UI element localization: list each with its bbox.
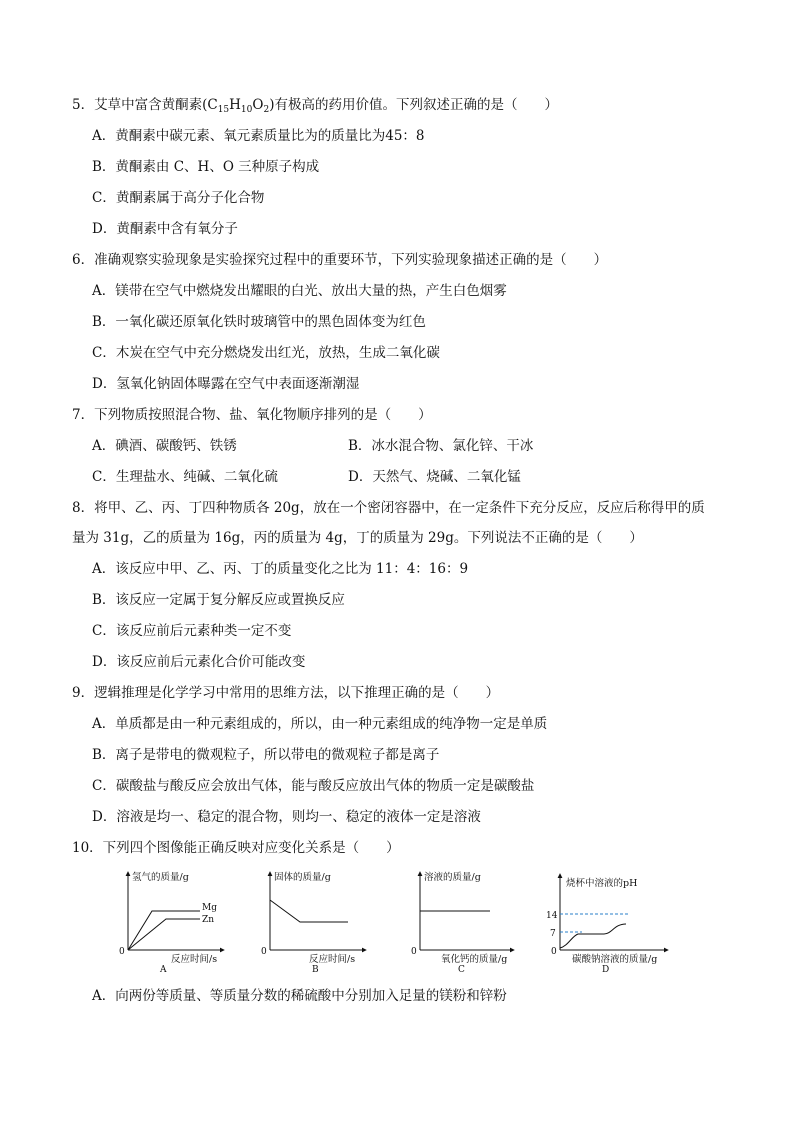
graph-d-tick-7: 7	[550, 929, 556, 939]
question-8-option-b: B．该反应一定属于复分解反应或置换反应	[92, 592, 345, 608]
question-7-option-a: A．碘酒、碳酸钙、铁锈	[92, 438, 237, 454]
graph-d	[546, 874, 668, 975]
question-10-graphs	[116, 866, 686, 978]
question-5-option-b: B．黄酮素由 C、H、O 三种原子构成	[92, 159, 320, 175]
question-6-option-a: A．镁带在空气中燃烧发出耀眼的白光、放出大量的热，产生白色烟雾	[92, 283, 507, 299]
graph-d-ylabel: 烧杯中溶液的pH	[566, 878, 638, 889]
graph-a-xlabel: 反应时间/s	[171, 954, 218, 965]
graph-a-letter: A	[160, 965, 167, 975]
question-5-option-a: A．黄酮素中碳元素、氧元素质量比为的质量比为45：8	[92, 128, 425, 144]
graph-b-ylabel: 固体的质量/g	[274, 872, 331, 883]
graph-c-ylabel: 溶液的质量/g	[424, 872, 481, 883]
question-8-option-c: C．该反应前后元素种类一定不变	[92, 623, 292, 639]
graph-a-origin: 0	[119, 947, 125, 957]
graph-a-mg-curve	[128, 911, 200, 950]
question-7-option-b: B．冰水混合物、氯化锌、干冰	[348, 438, 534, 454]
question-5-option-c: C．黄酮素属于高分子化合物	[92, 190, 265, 206]
graph-d-curve	[560, 924, 626, 948]
graph-d-letter: D	[602, 965, 610, 975]
question-5-option-d: D．黄酮素中含有氧分子	[92, 221, 238, 237]
question-9-option-a: A．单质都是由一种元素组成的，所以，由一种元素组成的纯净物一定是单质	[92, 716, 548, 732]
graph-d-origin: 0	[551, 947, 557, 957]
graph-b-xlabel: 反应时间/s	[309, 954, 356, 965]
question-5-stem: 5．艾草中富含黄酮素$(C_{15}H_{10}O_2)$有极高的药用价值。下列叙述正确的是（ ）	[72, 97, 558, 115]
question-6-option-d: D．氢氧化钠固体曝露在空气中表面逐渐潮湿	[92, 376, 360, 392]
graph-c-origin: 0	[411, 947, 417, 957]
question-9-option-d: D．溶液是均一、稳定的混合物，则均一、稳定的液体一定是溶液	[92, 809, 481, 825]
graph-a-mg-label: Mg	[202, 903, 217, 913]
graph-b-origin: 0	[261, 947, 267, 957]
graph-a-zn-curve	[128, 919, 200, 950]
question-9-stem: 9．逻辑推理是化学学习中常用的思维方法，以下推理正确的是（ ）	[72, 685, 500, 701]
graph-c-xlabel: 氧化钙的质量/g	[441, 954, 508, 965]
graph-a	[119, 871, 224, 975]
question-8-stem-line-1: 8．将甲、乙、丙、丁四种物质各 20g，放在一个密闭容器中，在一定条件下充分反应，反应后称得甲的质	[72, 500, 705, 516]
question-10-stem: 10．下列四个图像能正确反映对应变化关系是（ ）	[72, 840, 400, 856]
graph-a-ylabel: 氢气的质量/g	[132, 872, 189, 883]
graph-b-curve	[270, 900, 348, 922]
question-10-option-a: A．向两份等质量、等质量分数的稀硫酸中分别加入足量的镁粉和锌粉	[92, 988, 507, 1004]
graph-a-zn-label: Zn	[202, 915, 215, 925]
graph-b-letter: B	[312, 965, 319, 975]
question-7-option-c: C．生理盐水、纯碱、二氧化硫	[92, 469, 278, 485]
graph-d-xlabel: 碳酸钠溶液的质量/g	[572, 954, 658, 965]
question-6-option-b: B．一氧化碳还原氧化铁时玻璃管中的黑色固体变为红色	[92, 314, 426, 330]
graph-b	[261, 871, 366, 975]
question-8-option-a: A．该反应中甲、乙、丙、丁的质量变化之比为 11：4：16：9	[92, 561, 469, 577]
question-9-option-b: B．离子是带电的微观粒子，所以带电的微观粒子都是离子	[92, 747, 440, 763]
question-9-option-c: C．碳酸盐与酸反应会放出气体，能与酸反应放出气体的物质一定是碳酸盐	[92, 778, 535, 794]
question-8-option-d: D．该反应前后元素化合价可能改变	[92, 654, 306, 670]
graph-c-letter: C	[458, 965, 465, 975]
question-7-stem: 7．下列物质按照混合物、盐、氧化物顺序排列的是（ ）	[72, 407, 432, 423]
question-7-option-d: D．天然气、烧碱、二氧化锰	[348, 469, 521, 485]
question-6-stem: 6．准确观察实验现象是实验探究过程中的重要环节，下列实验现象描述正确的是（ ）	[72, 252, 608, 268]
question-8-stem-line-2: 量为 31g，乙的质量为 16g，丙的质量为 4g，丁的质量为 29g。下列说法不正确的是（ ）	[72, 530, 643, 546]
graph-c	[411, 871, 514, 975]
question-6-option-c: C．木炭在空气中充分燃烧发出红光，放热，生成二氧化碳	[92, 345, 440, 361]
graph-d-tick-14: 14	[546, 911, 558, 921]
